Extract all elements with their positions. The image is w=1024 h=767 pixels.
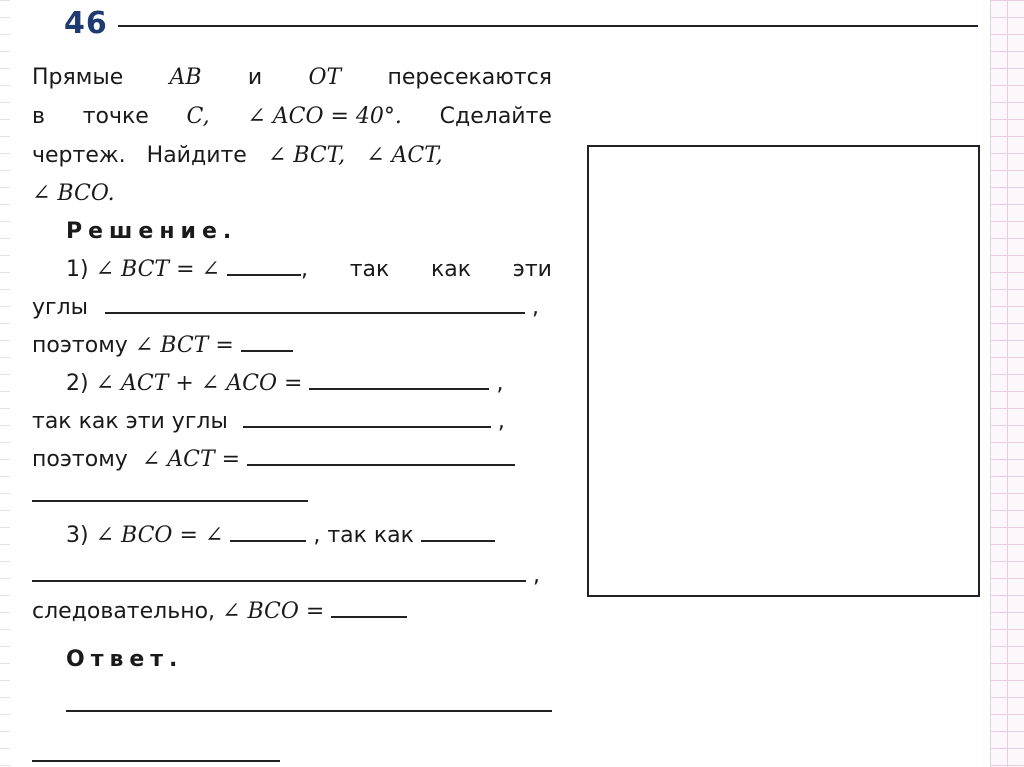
- statement-word: как: [431, 257, 472, 282]
- step-3-line-1: 3) ∠ BCO = ∠ , так как: [66, 516, 552, 556]
- answer-blank[interactable]: [105, 292, 525, 314]
- grid-paper-left-edge: [0, 0, 10, 767]
- given-angle: ∠ ACO = 40°.: [247, 104, 402, 129]
- task-number: 46: [64, 6, 108, 41]
- step-2-line-1: 2) ∠ ACT + ∠ ACO = ,: [66, 364, 552, 404]
- step-1-result: ∠ BCT =: [134, 333, 234, 358]
- step-number: 2): [66, 371, 89, 396]
- statement-word: так: [349, 257, 390, 282]
- answer-blank[interactable]: [227, 254, 301, 276]
- answer-blank[interactable]: [247, 444, 515, 466]
- statement-line-2: [32, 97, 552, 137]
- answer-blank[interactable]: [309, 368, 489, 390]
- find-angle-bct: ∠ BCT,: [267, 143, 346, 168]
- statement-word: Сделайте: [439, 104, 552, 129]
- answer-blank[interactable]: [32, 500, 308, 502]
- step-3-line-3: следовательно, ∠ BCO =: [32, 592, 552, 632]
- point-label-c: C,: [186, 104, 210, 129]
- step-2-result: ∠ ACT =: [141, 447, 241, 472]
- answer-blank[interactable]: [421, 520, 495, 542]
- header-rule: [118, 25, 978, 27]
- statement-line-1: [32, 58, 552, 98]
- statement-line-4: [32, 174, 552, 214]
- step-1-line-2: углы ,: [32, 288, 552, 328]
- step-3-line-2: ,: [32, 556, 552, 596]
- line-label-ab: AB: [169, 65, 202, 90]
- answer-heading: Ответ.: [66, 647, 184, 672]
- statement-word: Прямые: [32, 65, 124, 90]
- statement-word: Найдите: [146, 143, 247, 168]
- step-2-line-2: так как эти углы ,: [32, 402, 552, 442]
- find-angle-act: ∠ ACT,: [366, 143, 443, 168]
- answer-blank[interactable]: [32, 560, 526, 582]
- step-number: 1): [66, 257, 89, 282]
- line-label-ot: OT: [308, 65, 342, 90]
- step-2-expression: ∠ ACT + ∠ ACO =: [95, 371, 303, 396]
- drawing-area[interactable]: [587, 145, 980, 597]
- statement-word: и: [247, 65, 263, 90]
- statement-word: пересекаются: [387, 65, 552, 90]
- answer-blank[interactable]: [32, 760, 280, 762]
- answer-blank[interactable]: [243, 406, 491, 428]
- grid-paper-edge: [990, 0, 1024, 767]
- statement-word: чертеж.: [32, 143, 126, 168]
- step-1-line-3: поэтому ∠ BCT =: [32, 326, 552, 366]
- step-3-result: ∠ BCO =: [222, 599, 325, 624]
- statement-word: в: [32, 104, 45, 129]
- answer-blank[interactable]: [66, 710, 552, 712]
- step-number: 3): [66, 523, 89, 548]
- solution-heading: Решение.: [66, 219, 238, 244]
- step-3-expression: ∠ BCO = ∠: [95, 523, 224, 548]
- step-1-line-1: 1) ∠ BCT = ∠ , так как эти: [66, 250, 552, 290]
- answer-blank[interactable]: [331, 596, 407, 618]
- statement-word: эти: [512, 257, 552, 282]
- step-2-line-3: поэтому ∠ ACT =: [32, 440, 552, 480]
- answer-blank[interactable]: [241, 330, 293, 352]
- answer-blank[interactable]: [230, 520, 306, 542]
- statement-word: точке: [82, 104, 149, 129]
- statement-line-3: [32, 136, 554, 176]
- find-angle-bco: ∠ BCO.: [32, 181, 115, 206]
- step-1-expression: ∠ BCT = ∠: [95, 257, 220, 282]
